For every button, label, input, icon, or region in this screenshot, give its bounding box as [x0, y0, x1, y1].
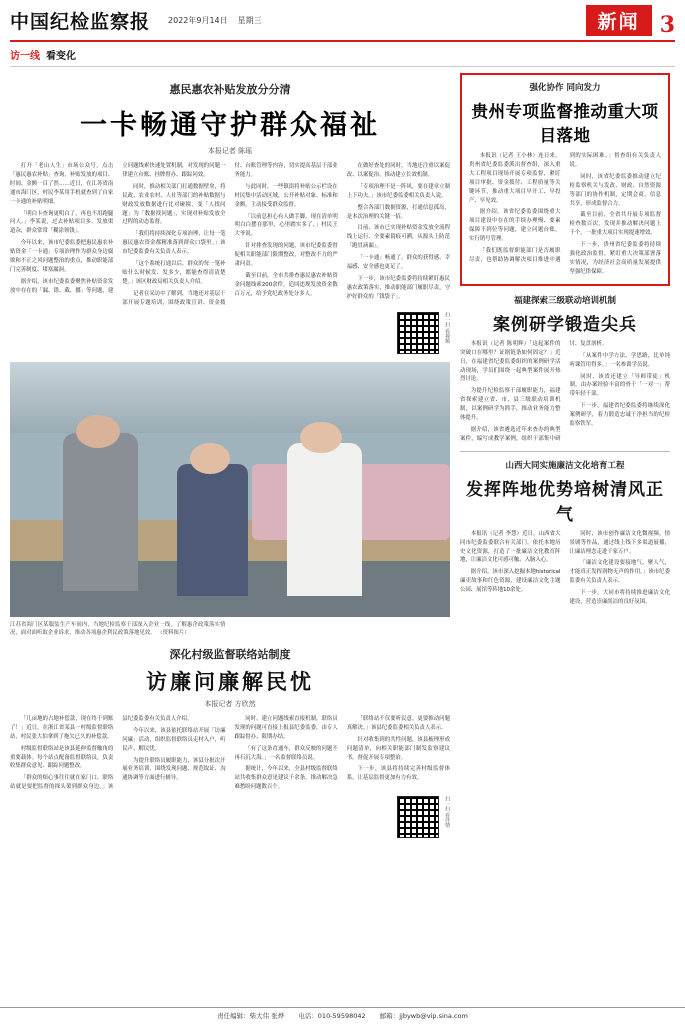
news-photo: [10, 362, 450, 617]
boxed-shoulder: 强化协作 同向发力: [529, 83, 601, 93]
paragraph: 同时，该市创作廉洁文化微视频、情景剧等作品，通过线上线下多渠道展播，让廉洁理念走进千家万户。: [569, 530, 670, 555]
page-content: [10, 73, 675, 1003]
story2-body: [460, 340, 670, 444]
paragraph: 「从案件中学方法、学思路，比单纯听课管用得多。」一名参训学员说。: [569, 352, 670, 368]
page-footer: [0, 1007, 685, 1020]
kicker-text: 看变化: [46, 51, 76, 62]
second-qr-block[interactable]: [10, 796, 450, 838]
paragraph: 据介绍，该市深入挖掘本地historical廉吏故事和红色资源，建设廉洁文化主题公园、展馆等阵地10余处。: [460, 569, 561, 594]
kicker-bar: [10, 42, 675, 67]
date-text: 2022年9月14日: [168, 15, 228, 25]
divider: [460, 451, 670, 452]
kicker-logo-icon: 访一线: [10, 51, 40, 62]
qr-code-icon[interactable]: [397, 312, 439, 354]
story3-body: [460, 530, 670, 607]
lead-byline: 本报记者 陈瑶: [207, 147, 253, 155]
photo-caption-wrap: [10, 621, 450, 638]
paragraph: 下一步，福建省纪委监委将继续深化案例研学，着力锻造忠诚干净担当的纪检监察铁军。: [569, 403, 670, 428]
boxed-story: [460, 73, 670, 286]
qr-code-icon[interactable]: [397, 796, 439, 838]
paragraph: 「我们既监督职能部门是否履职尽责，也帮助协调解决项目推进中遇到的实际困难。」督查组有关负责人说。: [469, 153, 661, 263]
paragraph: 下一步，贵州省纪委监委将持续强化政治监督，紧盯重大决策部署落实情况，为经济社会高质量发展提供坚强纪律保障。: [569, 242, 661, 275]
paragraph: 下一步，该县将持续完善村级监督体系，让基层监督更加有力有效。: [346, 766, 450, 782]
paragraph: 据介绍，该市纪委监委聚焦补贴资金发放中存在的「漏、错、截、挪」等问题，建立问题线索快速处置机制，对发现的问题一律建立台账、挂牌督办、跟踪问效。: [10, 163, 226, 294]
footer-editor: 责任编辑：柴大伟 张烨: [217, 1012, 285, 1020]
paragraph: 同时，该省纪委监委推动建立纪检监察机关与发改、财政、自然资源等部门的协作机制，定期会商、信息共享，形成监督合力。: [569, 173, 661, 207]
paragraph: 村级监督联络站是该县延伸监督触角的重要载体。每个站点配备监督联络员，负责收集群众意见、跟踪问题整改。: [10, 745, 114, 770]
paragraph: 据介绍，该省纪委监委围绕重大项目建设中存在的手续办理慢、要素保障不到位等问题，建立问题台账，实行销号管理。: [469, 209, 561, 243]
paragraph: 针对收集到的共性问题，该县梳理形成问题清单，向相关职能部门制发监察建议书，督促开展专项整治。: [346, 736, 450, 761]
paragraph: 「几亩地的占地补偿款，现在终于到账了！」近日，在浙江省某县一村级监督联络站，村民张大伯拿到了拖欠已久的补偿款。: [10, 715, 114, 740]
qr-label: 扫一扫 看视频: [444, 311, 450, 344]
paragraph: 本报讯（记者 王小林）连日来，贵州省纪委监委派出督查组，深入重大工程项目现场开展专项监督，紧盯项目审批、资金拨付、工程质量等关键环节，推动重大项目早开工、早投产、早见效。: [469, 153, 561, 204]
footer-email: 邮箱：jjbywb@vip.sina.com: [379, 1012, 468, 1020]
story3-headline: 发挥阵地优势培树清风正气: [466, 479, 664, 525]
paragraph: 整合各部门数据资源，打通信息孤岛，是本次治理的关键一招。: [346, 204, 450, 220]
lead-shoulder: 惠民惠农补贴发放分分清: [169, 83, 291, 96]
right-column: [460, 73, 670, 1003]
boxed-headline: 贵州专项监督推动重大项目落地: [471, 102, 659, 145]
photo-caption: 江苏省海门区某服装生产车间内，当地纪检监察干部深入企业一线，了解惠企政策落实情况，面对面听取企业诉求，推动各项惠企利民政策落地见效。 （资料图片）: [10, 621, 226, 637]
paragraph: 下一步，大同市将持续推进廉洁文化建设，营造崇廉尚洁的良好氛围。: [569, 590, 670, 606]
paragraph: 「明白卡查询更明白了，再也不用跑腿问人。」李某说，过去补贴项目多、发放渠道杂，群众常常「糊涂领钱」。: [10, 210, 114, 235]
story2-headline: 案例研学锻造尖兵: [493, 314, 637, 335]
second-byline: 本报记者 方欣然: [204, 699, 256, 708]
paragraph: 目前，该市已实现补贴资金发放全流程线上运行、全要素留痕可溯，从源头上防范「跑冒滴漏」。: [346, 225, 450, 250]
paragraph: 本报讯（记者 李慧）近日，山西省大同市纪委监委联合有关部门，依托本地历史文化资源，打造了一批廉洁文化教育阵地，让廉洁文化可感可触、入脑入心。: [460, 530, 561, 564]
paragraph: 为提升纪检监察干部履职能力，福建省探索建立省、市、县三级联动培训机制，以案例研学为抓手，推动业务能力整体提升。: [460, 388, 561, 422]
masthead-right: [586, 5, 675, 36]
second-headline: 访廉问廉解民忧: [146, 668, 314, 694]
paragraph: 「一卡通」畅通了，群众的获得感、幸福感、安全感也更足了。: [346, 255, 450, 271]
left-column: [10, 73, 450, 1003]
page-number: 3: [659, 11, 675, 38]
masthead: [10, 0, 675, 42]
paragraph: 截至目前，全省共开展专项监督检查数百次，发现并推动解决问题上千个，一批重大项目实现提速增效。: [569, 212, 661, 237]
paragraph: 「这个系统打通以后，群众的每一笔补贴什么时候发、发多少，都能查得清清楚楚。」该区财政局相关负责人介绍。: [122, 261, 226, 285]
boxed-body: [469, 152, 661, 277]
paragraph: 据介绍，该省遴选近年来查办的典型案件，编写成教学案例，组织干部集中研讨、复盘剖析。: [460, 340, 608, 442]
paragraph: 「以前总担心有人做手脚，现在清单明明白白摆在那里，心里踏实多了。」村民王大爷说。: [234, 213, 338, 238]
paragraph: 打开「老山人生」市场公众号，点击「惠民惠农补贴」查询，补贴发放的项目、时间、金额一目了然……近日，在江苏省南通市海门区，村民李某用手机就查到了自家一卡通的补贴明细。: [10, 163, 114, 205]
paragraph: 同时，建立问题线索直报机制，联络员发现的问题可直接上报县纪委监委，由专人跟踪督办、限期办结。: [234, 715, 338, 740]
paragraph: 在做好查处的同时，当地还注重以案促改、以案促治，推动建立长效机制。: [346, 163, 450, 178]
paragraph: 「群众的烦心事往往就在家门口，联络站就是要把监督的探头架到群众身边。」该县纪委监委有关负责人介绍。: [10, 715, 193, 791]
paragraph: 「有了这条直通车，群众反映的问题不再石沉大海。」一名监督联络员说。: [234, 745, 338, 761]
second-shoulder: 深化村级监督联络站制度: [169, 647, 291, 661]
paragraph: 据统计，今年以来，全县村级监督联络站共收集群众意见建议千余条，推动解决急难愁盼问题数百个。: [234, 766, 338, 791]
paragraph: 「联络站不仅要听民意，更要推动问题真解决。」该县纪委监委相关负责人表示。: [346, 715, 450, 731]
paragraph: 与此同时，一些镇街将补贴公示栏设在村民集中活动区域，公开补贴对象、标准和金额，主动接受群众监督。: [234, 183, 338, 208]
paragraph: 截至目前，全市共排查惠民惠农补贴资金问题线索200余件，追回违规发放资金数百万元，给予党纪政务处分多人。: [234, 272, 338, 297]
paragraph: 「我们将持续深化专项治理，让每一笔惠民惠农资金都精准落到群众口袋里。」该市纪委监委有关负责人表示。: [122, 231, 226, 256]
paragraph: 本报讯（记者 陈明辉）「这起案件的突破口在哪里？证据链条如何固定？」近日，在福建省纪委监委组织的案例研学活动现场，学员们围绕一起典型案件展开热烈讨论。: [460, 340, 561, 383]
photo-block: [10, 362, 450, 617]
paragraph: 下一步，该市纪委监委将持续紧盯惠民惠农政策落实，推动职能部门履职尽责，守护好群众的「钱袋子」。: [346, 275, 450, 300]
paragraph: 为提升联络员履职能力，该县分批次开展业务培训，围绕发现问题、规范取证、沟通协调等方面进行辅导。: [122, 757, 226, 782]
paragraph: 「专项治理不是一阵风，要在建章立制上下功夫。」该市纪委监委相关负责人说。: [346, 183, 450, 199]
paragraph: 今年以来，该市纪委监委把惠民惠农补贴资金「一卡通」专项治理作为群众身边腐败和不正之风问题整治的重点，推动职能部门完善制度、堵塞漏洞。: [10, 240, 114, 273]
section-badge: 新闻: [586, 5, 652, 36]
paragraph: 针对排查发现的问题，该市纪委监委督促相关职能部门限期整改，对整改不力的严肃问责。: [234, 243, 338, 268]
lead-body: [10, 162, 450, 308]
masthead-date: [168, 15, 262, 26]
story2-shoulder: 福建探索三级联动培训机制: [513, 295, 616, 306]
footer-phone: 电话：010-59598042: [298, 1012, 366, 1020]
paragraph: 同时，推动相关部门打通数据壁垒，将民政、农业农村、人社等部门的补贴数据与财政发放数据进行比对碰撞，变「人找问题」为「数据找问题」，实现对补贴发放全过程的动态监督。: [122, 183, 226, 226]
paragraph: 「廉洁文化建设要接地气、聚人气，才能真正发挥润物无声的作用。」该市纪委监委有关负责人表示。: [569, 560, 670, 585]
weekday-text: 星期三: [237, 15, 262, 25]
newspaper-title: 中国纪检监察报: [10, 10, 151, 33]
paragraph: 今年以来，该县依托联络站开展「访廉问廉」活动，组织监督联络员走村入户，听民声、解民忧。: [122, 727, 226, 752]
second-body: [10, 715, 450, 792]
lead-qr-block[interactable]: [10, 312, 450, 354]
paragraph: 记者在采访中了解到，当地还对基层干部开展专题培训，围绕政策宣讲、资金拨付、台账管理等内容，切实提高基层干部业务能力。: [122, 163, 338, 306]
paragraph: 同时，该省还建立「导师带徒」机制，由办案经验丰富的骨干「一对一」帮带年轻干部。: [569, 373, 670, 398]
lead-headline: 一卡畅通守护群众福祉: [80, 110, 380, 141]
story3-shoulder: 山西大同实施廉洁文化培育工程: [505, 460, 625, 471]
qr-label: 扫一扫 看详情: [444, 796, 450, 828]
